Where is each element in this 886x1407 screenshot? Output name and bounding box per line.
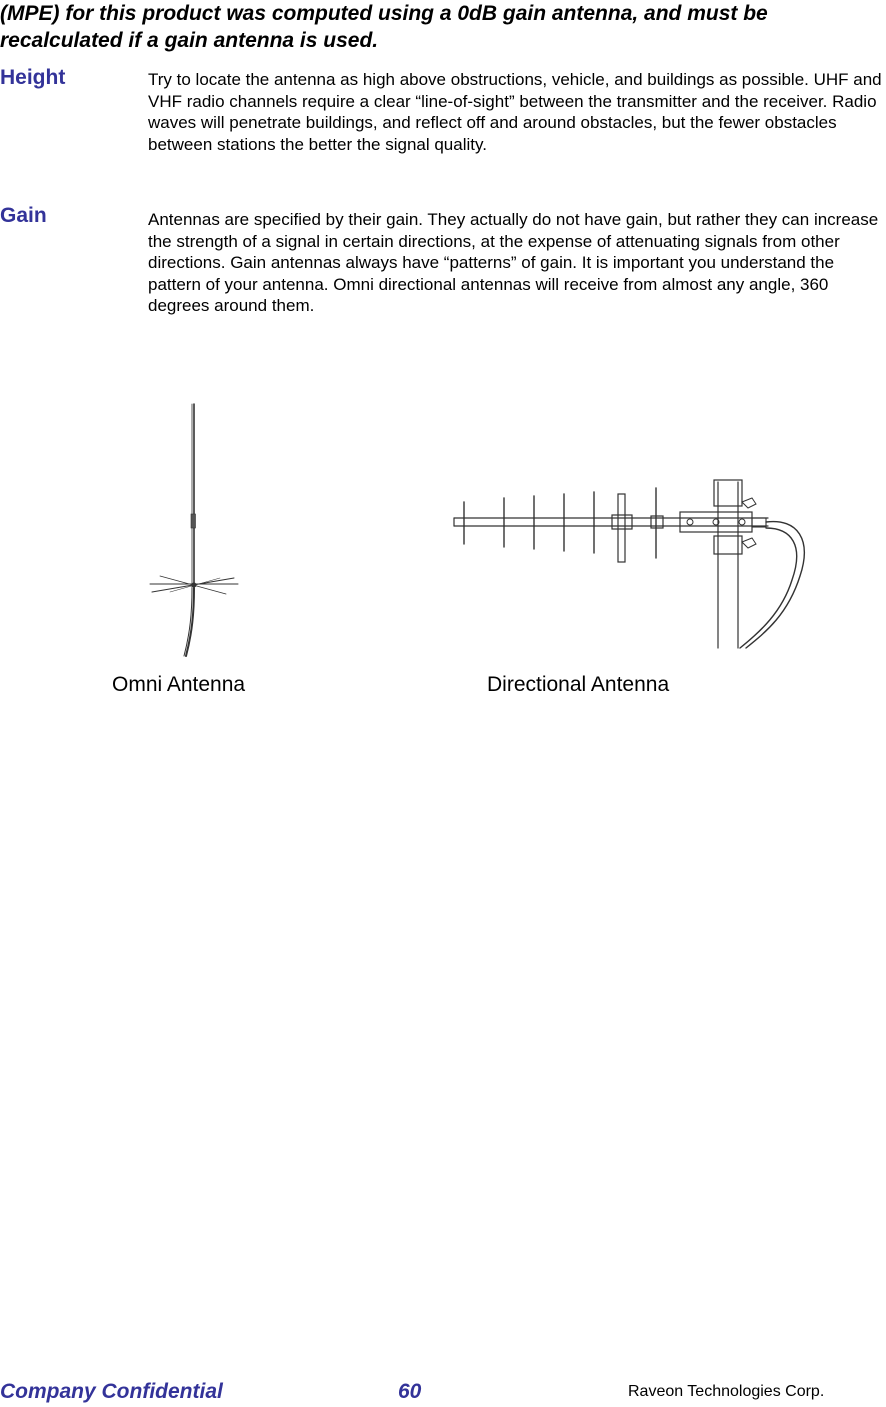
footer-confidential-label: Company Confidential [0, 1380, 223, 1403]
directional-antenna-caption: Directional Antenna [487, 673, 670, 696]
gain-term: Gain [0, 204, 47, 227]
gain-paragraph: Antennas are specified by their gain. They actually do not have gain, but rather they can increase the strength of a signal in certain directions, at the expense of attenuating signals from other directions. Gain antennas always have “patterns” of gain. It is important you understand the pattern of your antenna. Omni directional antennas will receive from almost any angle, 360 degrees around them. [148, 210, 879, 315]
page-footer [0, 1380, 886, 1404]
intro-paragraph: (MPE) for this product was computed using a 0dB gain antenna, and must be recalculated if a gain antenna is used. [0, 2, 768, 52]
footer-company-name: Raveon Technologies Corp. [628, 1383, 825, 1400]
omni-antenna-caption: Omni Antenna [112, 673, 246, 696]
height-paragraph: Try to locate the antenna as high above obstructions, vehicle, and buildings as possible. UHF and VHF radio channels require a clear “line-of-sight” between the transmitter and the receiver. Radio waves will penetrate buildings, and reflect off and around obstacles, but the fewer obstacles between stations the better the signal quality. [148, 70, 882, 154]
footer-page-number: 60 [398, 1380, 422, 1403]
directional-antenna-illustration [448, 472, 810, 654]
height-term: Height [0, 66, 66, 89]
omni-antenna-illustration [140, 398, 250, 662]
